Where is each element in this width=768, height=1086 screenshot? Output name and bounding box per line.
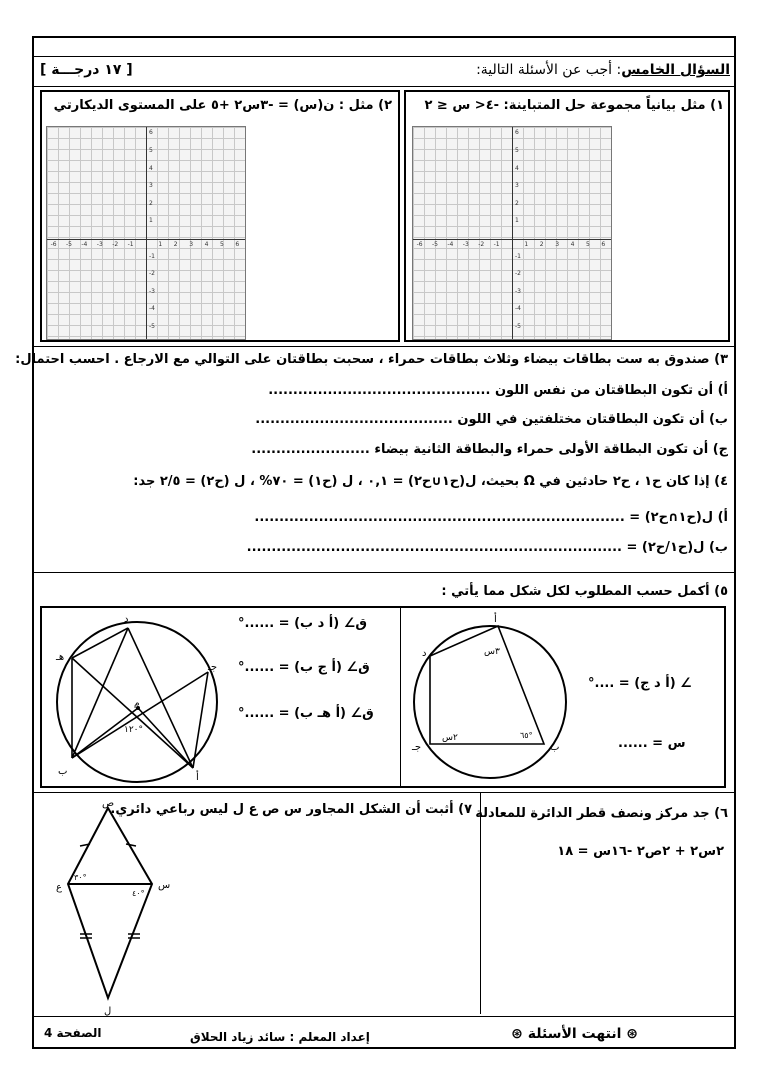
y-tick-label: 6 [515,129,519,137]
q6-label: ٦) جد مركز ونصف قطر الدائرة للمعادلة [475,806,728,821]
y-axis [512,127,513,339]
q3-part-c: ج) أن تكون البطاقة الأولى حمراء والبطاقة الثانية بيضاء ........................ [251,442,728,457]
angle-label: ١٢٠° [124,725,144,735]
x-tick-label: -3 [96,241,103,248]
end-text: ⊛ انتهت الأسئلة ⊛ [511,1026,638,1042]
angle-3x: ٣س [484,647,500,657]
point-label-b: ب [58,766,68,777]
q6-q7-divider [480,792,481,1014]
x-tick-label: 5 [586,241,590,248]
footer-line [32,1016,736,1017]
y-tick-label: -2 [515,270,521,278]
y-tick-label: 2 [149,199,153,207]
vertex-label-x: س [158,880,171,891]
x-tick-label: -4 [81,241,88,248]
y-tick-label: 2 [515,199,519,207]
x-tick-label: -6 [416,241,423,248]
x-tick-label: 4 [204,241,209,248]
question-header [476,62,730,78]
x-tick-label: -4 [447,241,454,248]
x-tick-label: -1 [127,241,134,248]
vertex-label-s: ص [102,798,115,809]
y-tick-label: 4 [515,164,519,172]
angle-65: ٦٥° [520,731,533,740]
x-tick-label: -5 [66,241,72,248]
teacher-credit: إعداد المعلم : سائد زياد الحلاق [190,1030,370,1044]
y-tick-label: -3 [515,287,521,295]
x-tick-label: 1 [524,241,529,248]
q1-graph-grid[interactable] [412,126,612,340]
q6-equation: ٢س٢ + ٢ص٢ -١٦س = ١٨ [557,844,724,859]
y-tick-label: 4 [149,164,153,172]
q5-left-figure [48,608,228,786]
q3-part-a: أ) أن تكون البطاقتان من نفس اللون ............................................. [268,383,728,398]
y-tick-label: 1 [515,217,519,225]
x-tick-label: -2 [478,241,485,248]
y-tick-label: 5 [149,147,153,154]
angle-40: ٤٠° [132,889,145,898]
q5-right-line-2: س = ...... [618,736,686,751]
y-tick-label: -2 [149,270,155,278]
page-number: الصفحة 4 [44,1026,102,1040]
vertex-label-a: ع [56,882,62,893]
x-tick-label: -3 [462,241,469,248]
y-tick-label: 3 [149,182,153,190]
q1-label: ١) مثل بيانياً مجموعة حل المتباينة: -٤< س ≤ ٢ [424,98,724,113]
y-tick-label: -4 [515,305,521,313]
point-label-h: هـ [56,652,65,663]
header-top-line [32,56,736,57]
question-instruction: : أجب عن الأسئلة التالية: [476,62,622,78]
question-title: السؤال الخامس [621,62,730,78]
section-line [32,792,736,793]
q2-graph-grid[interactable] [46,126,246,340]
angle-30: ٣٠° [74,873,87,882]
q4-label: ٤) إذا كان ح١ ، ح٢ حادثين في Ω بحيث، ل(ح١∪ح٢) = ٠,١ ، ل (ح١) = ٧٠% ، ل (ح٢) = ٢/٥ جد: [133,474,728,489]
point-label-j: جـ [412,742,422,753]
y-axis [146,127,147,339]
section-line [32,346,736,347]
y-tick-label: -5 [515,323,521,330]
y-tick-label: 6 [149,129,153,137]
y-tick-label: 5 [515,147,519,154]
q3-part-b: ب) أن تكون البطاقتان مختلفتين في اللون ........................................ [255,412,728,427]
x-tick-label: -2 [112,241,119,248]
x-tick-label: 5 [220,241,224,248]
q5-divider [400,606,401,788]
x-tick-label: 6 [601,241,606,248]
x-tick-label: -1 [493,241,500,248]
point-label-d: د [124,614,129,625]
q7-label: ٧) أثبت أن الشكل المجاور س ص ع ل ليس رباعي دائري. [110,802,472,817]
q5-left-line-1: ق∠ (أ د ب) = ......° [238,616,368,631]
x-tick-label: 3 [189,241,194,248]
x-tick-label: -5 [432,241,438,248]
q4-part-a: أ) ل(ح١∩ح٢) = ........................................................................... [254,510,728,525]
q5-left-line-3: ق∠ (أ هـ ب) = ......° [238,706,374,721]
point-label-d: د [422,648,427,659]
header-bottom-line [32,86,736,87]
x-tick-label: 1 [158,241,163,248]
point-label-a: أ [494,614,497,625]
point-label-a: أ [196,772,199,783]
q4-part-b: ب) ل(ح١/ح٢) = ............................................................................ [246,540,728,555]
point-label-b: ب [550,742,560,753]
y-tick-label: -1 [515,252,521,260]
y-tick-label: -1 [149,252,155,260]
section-line [32,572,736,573]
marks-label: [ ١٧ درجـــة ] [40,62,133,78]
q2-label: ٢) مثل : ن(س) = -٣س٢ +٥ على المستوى الديكارتي [53,98,392,113]
angle-2x: ٢س [442,733,458,743]
x-tick-label: 3 [555,241,560,248]
vertex-label-l: ل [104,1006,112,1017]
q5-right-figure [408,612,572,782]
y-tick-label: -4 [149,305,155,313]
x-tick-label: 4 [570,241,575,248]
x-tick-label: 2 [539,241,544,248]
y-tick-label: 3 [515,182,519,190]
q3-label: ٣) صندوق به ست بطاقات بيضاء وثلاث بطاقات حمراء ، سحبت بطاقتان على التوالي مع الارجاع . احسب احتمال: [15,352,728,367]
x-tick-label: 6 [235,241,240,248]
y-tick-label: -3 [149,287,155,295]
y-tick-label: -5 [149,323,155,330]
center-label: م [134,699,140,709]
q5-right-line-1: ∠ (أ د ج) = ....° [588,676,692,691]
q5-label: ٥) أكمل حسب المطلوب لكل شكل مما يأتي : [441,584,728,599]
x-tick-label: -6 [50,241,57,248]
x-tick-label: 2 [173,241,178,248]
point-label-j: جـ [208,662,218,673]
y-tick-label: 1 [149,217,153,225]
q7-figure [54,796,184,1020]
q5-left-line-2: ق∠ (أ ج ب) = ......° [238,660,370,675]
